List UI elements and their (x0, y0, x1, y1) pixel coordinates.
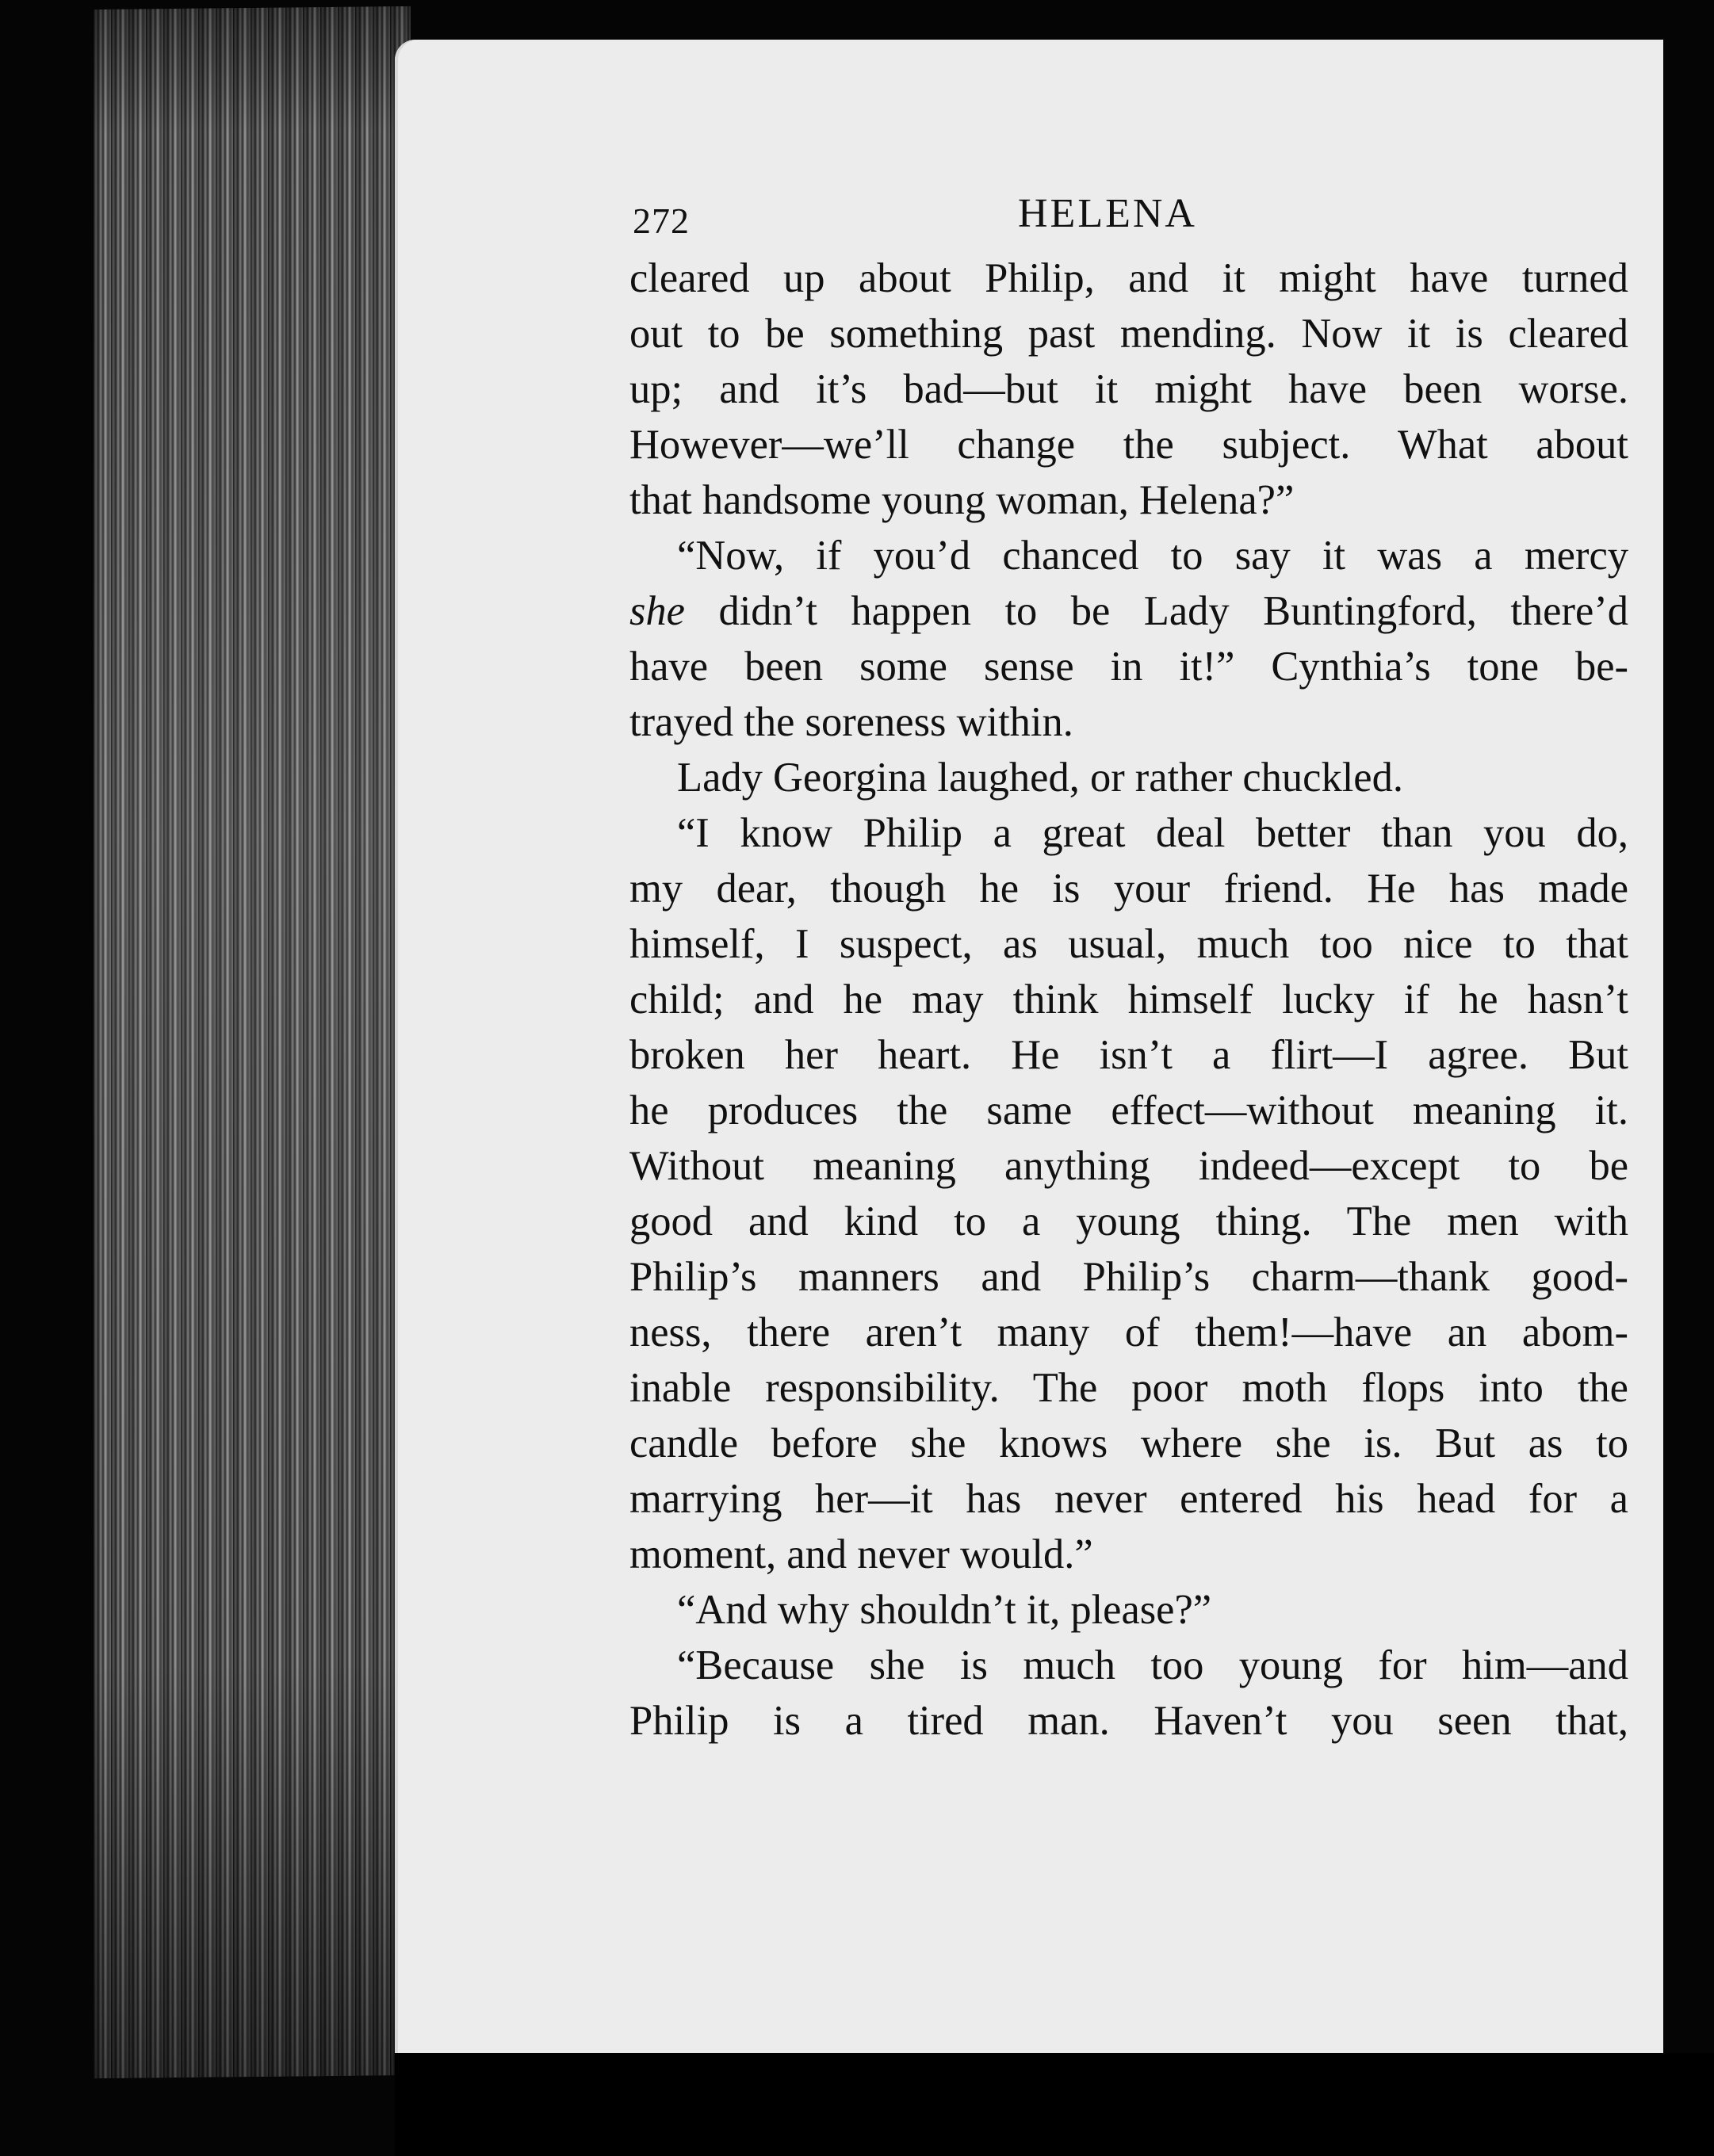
page-number: 272 (633, 201, 690, 241)
text-line: candle before she knows where she is. But as to (629, 1420, 1628, 1466)
page-content (629, 184, 1628, 1749)
text-line: good and kind to a young thing. The men with (629, 1198, 1628, 1244)
text-line: himself, I suspect, as usual, much too nice to that (629, 921, 1628, 967)
running-head (629, 184, 1628, 250)
text-line: up; and it’s bad—but it might have been worse. (629, 366, 1628, 412)
text-line: have been some sense in it!” Cynthia’s tone be- (629, 644, 1628, 690)
text-line: my dear, though he is your friend. He has made (629, 866, 1628, 912)
text-line: “And why shouldn’t it, please?” (677, 1587, 1212, 1633)
text-line: he produces the same effect—without meaning it. (629, 1088, 1628, 1133)
italic-word: she (629, 588, 685, 634)
text-line: “Because she is much too young for him—and (677, 1642, 1628, 1688)
book-page (395, 40, 1663, 2101)
text-line: that handsome young woman, Helena?” (629, 477, 1295, 523)
text-line: Without meaning anything indeed—except to be (629, 1143, 1628, 1189)
running-title: HELENA (1018, 191, 1197, 236)
text-line: Philip’s manners and Philip’s charm—thank good- (629, 1254, 1628, 1300)
book-fore-edge (94, 6, 411, 2078)
text-line: moment, and never would.” (629, 1531, 1093, 1577)
text-line: out to be something past mending. Now it is cleared (629, 311, 1628, 357)
text-line: broken her heart. He isn’t a flirt—I agree. But (629, 1032, 1628, 1078)
text-line: Philip is a tired man. Haven’t you seen that, (629, 1698, 1628, 1744)
text-line: “I know Philip a great deal better than you do, (677, 810, 1628, 856)
text-line: she didn’t happen to be Lady Buntingford, there’d (629, 588, 1628, 634)
text-line: However—we’ll change the subject. What about (629, 422, 1628, 468)
text-line: Lady Georgina laughed, or rather chuckled. (677, 755, 1403, 801)
text-line: child; and he may think himself lucky if he hasn’t (629, 977, 1628, 1023)
text-line: “Now, if you’d chanced to say it was a mercy (677, 533, 1628, 579)
text-line: ness, there aren’t many of them!—have an abom- (629, 1309, 1628, 1355)
bottom-shadow (395, 2053, 1714, 2156)
body-text (629, 250, 1628, 1749)
text-line: cleared up about Philip, and it might have turned (629, 255, 1628, 301)
text-line: trayed the soreness within. (629, 699, 1073, 745)
text-line: marrying her—it has never entered his head for a (629, 1476, 1628, 1522)
text-line: inable responsibility. The poor moth flops into the (629, 1365, 1628, 1411)
